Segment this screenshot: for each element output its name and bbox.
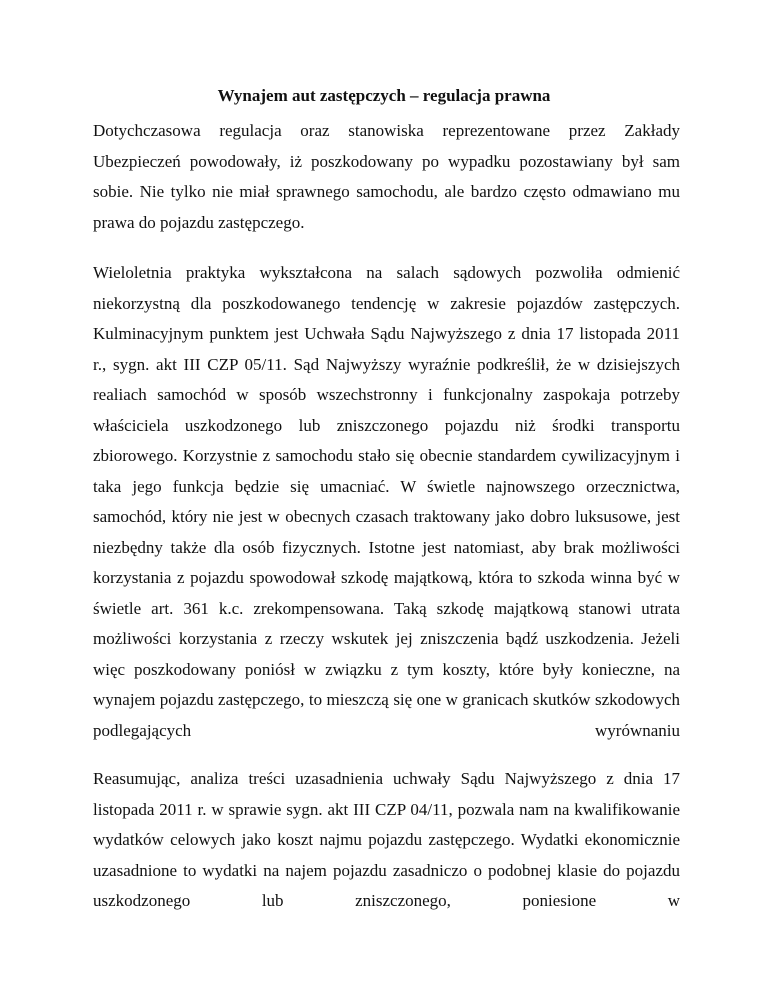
document-title: Wynajem aut zastępczych – regulacja prawna — [217, 86, 551, 105]
paragraph-3: Reasumując, analiza treści uzasadnienia uchwały Sądu Najwyższego z dnia 17 listopada 2011 r. w sprawie sygn. akt III CZP 04/11, pozwala nam na kwalifikowanie wydatków celowych jako koszt najmu pojazdu zastępczego. Wydatki ekonomicznie uzasadnione to wydatki na najem pojazdu zasadniczo o podobnej klasie do pojazdu uszkodzonego lub zniszczonego, poniesione w — [93, 769, 680, 910]
paragraph-1: Dotychczasowa regulacja oraz stanowiska reprezentowane przez Zakłady Ubezpieczeń powodowały, iż poszkodowany po wypadku pozostawiany był sam sobie. Nie tylko nie miał sprawnego samochodu, ale bardzo często odmawiano mu prawa do pojazdu zastępczego. — [93, 121, 680, 232]
paragraph-2: Wieloletnia praktyka wykształcona na salach sądowych pozwoliła odmienić niekorzystną dla poszkodowanego tendencję w zakresie pojazdów zastępczych. Kulminacyjnym punktem jest Uchwała Sądu Najwyższego z dnia 17 listopada 2011 r., sygn. akt III CZP 05/11. Sąd Najwyższy wyraźnie podkreślił, że w dzisiejszych realiach samochód w sposób wszechstronny i funkcjonalny zaspokaja potrzeby właściciela uszkodzonego lub zniszczonego pojazdu niż środki transportu zbiorowego. Korzystnie z samochodu stało się obecnie standardem cywilizacyjnym i taka jego funkcja będzie się umacniać. W świetle najnowszego orzecznictwa, samochód, który nie jest w obecnych czasach traktowany jako dobro luksusowe, jest niezbędny także dla osób fizycznych. Istotne jest natomiast, aby brak możliwości korzystania z pojazdu spowodował szkodę majątkową, która to szkoda winna być w świetle art. 361 k.c. zrekompensowana. Taką szkodę majątkową stanowi utrata możliwości korzystania z rzeczy wskutek jej zniszczenia bądź uszkodzenia. Jeżeli więc poszkodowany poniósł w związku z tym koszty, które były konieczne, na wynajem pojazdu zastępczego, to mieszczą się one w granicach skutków szkodowych podlegających wyrównaniu — [93, 263, 680, 740]
